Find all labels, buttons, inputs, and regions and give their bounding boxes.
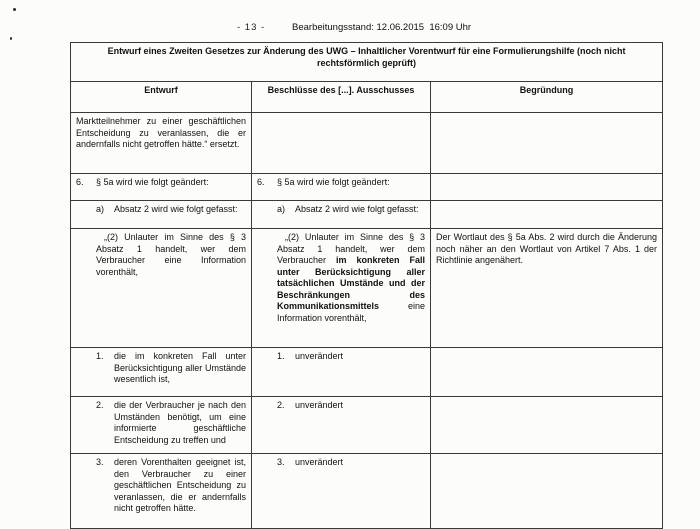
- empty-cell: [252, 113, 431, 174]
- table-row: [71, 348, 663, 397]
- page-number: - 13 -: [237, 22, 266, 33]
- paragraph-insertion-bold: im konkreten Fall unter Berücksichtigung aller tatsächlichen Umstände und der Beschränkungen des Kommunikationsmittels: [277, 255, 425, 311]
- synopsis-table: [70, 42, 663, 529]
- table-row: [71, 113, 663, 174]
- statute-paragraph-amended: [257, 232, 425, 324]
- column-header-begruendung: Begründung: [431, 82, 663, 113]
- empty-cell: [431, 348, 663, 397]
- item-number: 6.: [76, 177, 84, 187]
- begruendung-cell: [431, 229, 663, 348]
- item-letter: a): [96, 204, 105, 214]
- item-number: 1.: [96, 351, 104, 361]
- statute-paragraph: „(2) Unlauter im Sinne des § 3 Absatz 1 handelt, wer dem Verbraucher eine Information vorenthält,: [96, 232, 246, 277]
- table-title: Entwurf eines Zweiten Gesetzes zur Änderung des UWG – Inhaltlicher Vorentwurf für eine Formulierungshilfe (noch nicht rechtsförmlich geprüft): [71, 43, 663, 82]
- item-text: deren Vorenthalten geeignet ist, den Verbraucher zu einer geschäftlichen Entscheidung zu veranlassen, die er andernfalls nicht getroffen hätte.: [114, 457, 246, 513]
- item-text: Absatz 2 wird wie folgt gefasst:: [114, 204, 238, 214]
- entwurf-num3-cell: [71, 454, 252, 529]
- item-text: unverändert: [295, 457, 344, 467]
- column-header-entwurf: Entwurf: [71, 82, 252, 113]
- item-number: 1.: [277, 351, 285, 361]
- table-title-row: [71, 43, 663, 82]
- empty-cell: [431, 454, 663, 529]
- beschluesse-num3-cell: [252, 454, 431, 529]
- empty-cell: [431, 174, 663, 201]
- table-row: [71, 174, 663, 201]
- item-number: 3.: [277, 457, 285, 467]
- item-number: 2.: [96, 400, 104, 410]
- beschluesse-num1-cell: [252, 348, 431, 397]
- empty-cell: [431, 113, 663, 174]
- scan-artifact-dot: [10, 37, 12, 40]
- entwurf-lita-cell: [71, 201, 252, 229]
- editing-status: Bearbeitungsstand: 12.06.2015 16:09 Uhr: [292, 22, 472, 33]
- column-header-row: [71, 82, 663, 113]
- empty-cell: [431, 397, 663, 454]
- item-number: 6.: [257, 177, 265, 187]
- item-text: Absatz 2 wird wie folgt gefasst:: [295, 204, 419, 214]
- item-text: die der Verbraucher je nach den Umständen benötigt, um eine informierte geschäftliche Entscheidung zu treffen und: [114, 400, 246, 445]
- table-row: [71, 397, 663, 454]
- entwurf-num2-cell: [71, 397, 252, 454]
- table-row: [71, 229, 663, 348]
- entwurf-paragraph-cell: [71, 229, 252, 348]
- item-text: unverändert: [295, 351, 344, 361]
- entwurf-item6-cell: [71, 174, 252, 201]
- beschluesse-num2-cell: [252, 397, 431, 454]
- item-number: 2.: [277, 400, 285, 410]
- begruendung-text: Der Wortlaut des § 5a Abs. 2 wird durch die Änderung noch näher an den Wortlaut von Artikel 7 Abs. 1 der Richtlinie angenähert.: [436, 232, 658, 265]
- column-header-beschluesse: Beschlüsse des [...]. Ausschusses: [252, 82, 431, 113]
- item-text: § 5a wird wie folgt geändert:: [277, 177, 390, 187]
- table-row: [71, 454, 663, 529]
- item-text: unverändert: [295, 400, 344, 410]
- item-number: 3.: [96, 457, 104, 467]
- continuation-cell: [71, 113, 252, 174]
- beschluesse-item6-cell: [252, 174, 431, 201]
- empty-cell: [431, 201, 663, 229]
- scan-artifact-dot: [13, 8, 16, 11]
- item-text: § 5a wird wie folgt geändert:: [96, 177, 209, 187]
- paragraph-suffix: eine Information vorenthält,: [277, 301, 425, 323]
- continuation-text: Marktteilnehmer zu einer geschäftlichen Entscheidung zu veranlassen, die er andernfalls nicht getroffen hätte.“ ersetzt.: [76, 116, 246, 149]
- beschluesse-lita-cell: [252, 201, 431, 229]
- item-letter: a): [277, 204, 286, 214]
- item-text: die im konkreten Fall unter Berücksichtigung aller Umstände wesentlich ist,: [114, 351, 246, 384]
- beschluesse-paragraph-cell: [252, 229, 431, 348]
- entwurf-num1-cell: [71, 348, 252, 397]
- paragraph-prefix: „(2) Unlauter im Sinne des § 3 Absatz 1 handelt, wer dem Verbraucher: [277, 232, 425, 265]
- table-row: [71, 201, 663, 229]
